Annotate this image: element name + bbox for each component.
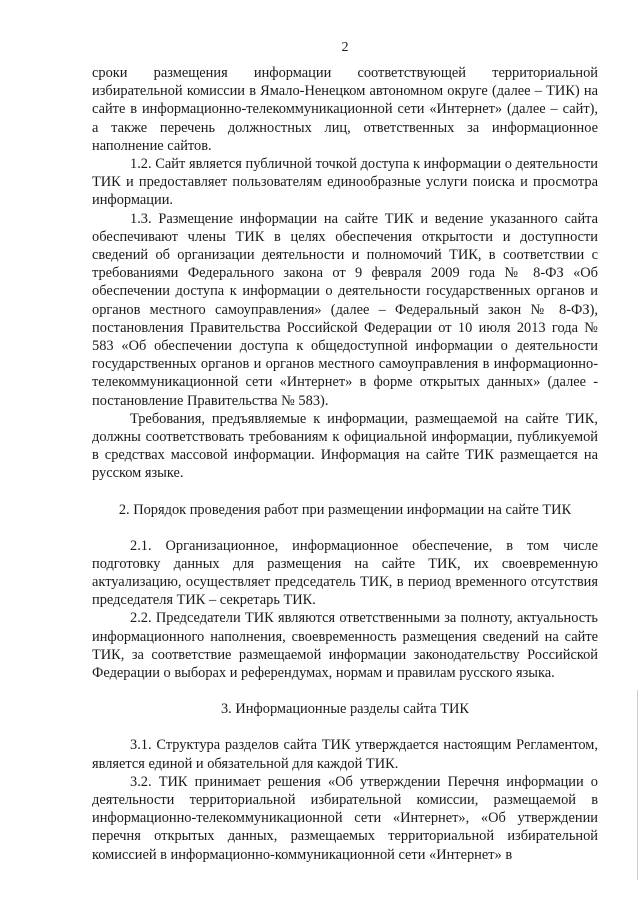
scan-edge-line — [637, 690, 638, 880]
paragraph-1-2: 1.2. Сайт является публичной точкой доступа к информации о деятельности ТИК и предоставляет пользователям единообразные услуги поиска и просмотра информации. — [92, 156, 598, 209]
section-2-heading: 2. Порядок проведения работ при размещении информации на сайте ТИК — [118, 501, 572, 518]
section-3-heading: 3. Информационные разделы сайта ТИК — [220, 701, 470, 718]
paragraph-2-2: 2.2. Председатели ТИК являются ответственными за полноту, актуальность информационного наполнения, своевременность размещения сведений на сайте ТИК, за соответствие размещаемой информации законодательству Российской Федерации о выборах и референдумах, нормам и правилам русского языка. — [92, 610, 598, 682]
paragraph-intro: сроки размещения информации соответствующей территориальной избирательной комиссии в Ямало-Ненецком автономном округе (далее – ТИК) на сайте в информационно-телекоммуникационной сети «Интернет» (далее – сайт), а также перечень должностных лиц, ответственных за информационное наполнение сайтов. — [92, 65, 598, 154]
paragraph-requirements: Требования, предъявляемые к информации, размещаемой на сайте ТИК, должны соответствовать требованиям к официальной информации, публикуемой в средствах массовой информации. Информация на сайте ТИК размещается на русском языке. — [92, 410, 598, 482]
page-number: 2 — [341, 40, 349, 55]
paragraph-2-1: 2.1. Организационное, информационное обеспечение, в том числе подготовку данных для размещения на сайте ТИК, их своевременную актуализацию, осуществляет председатель ТИК, в период временного отсутствия председателя ТИК – секретарь ТИК. — [92, 537, 598, 609]
paragraph-3-2: 3.2. ТИК принимает решения «Об утверждении Перечня информации о деятельности территориальной избирательной комиссии, размещаемой в информационно-телекоммуникационной сети «Интернет», «Об утверждении перечня открытых данных, размещаемых территориальной избирательной комиссией в информационно-коммуникационной сети «Интернет» в — [92, 773, 598, 863]
paragraph-3-1: 3.1. Структура разделов сайта ТИК утверждается настоящим Регламентом, является единой и обязательной для каждой ТИК. — [92, 737, 598, 772]
paragraph-1-3: 1.3. Размещение информации на сайте ТИК и ведение указанного сайта обеспечивают члены ТИК в целях обеспечения открытости и доступности сведений об организации деятельности и полномочий ТИК, в соответствии с требованиями Федерального закона от 9 февраля 2009 года № 8-ФЗ «Об обеспечении доступа к информации о деятельности государственных органов и органов местного самоуправления» (далее – Федеральный закон № 8-ФЗ), постановления Правительства Российской Федерации от 10 июля 2013 года № 583 «Об обеспечении доступа к общедоступной информации о деятельности государственных органов и органов местного самоуправления в информационно-телекоммуникационной сети «Интернет» в форме открытых данных» (далее - постановление Правительства № 583). — [92, 210, 598, 409]
